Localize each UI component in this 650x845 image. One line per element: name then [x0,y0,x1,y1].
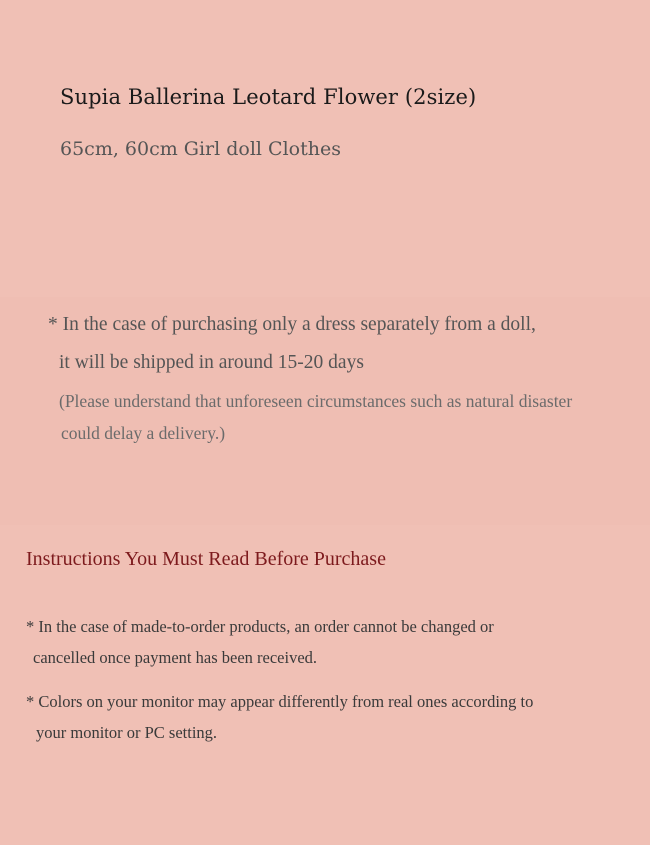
product-subtitle: 65cm, 60cm Girl doll Clothes [60,138,341,160]
instructions-heading: Instructions You Must Read Before Purchase [26,548,386,570]
shipping-notice-line-2: it will be shipped in around 15-20 days [59,352,364,373]
shipping-disclaimer-line-1: (Please understand that unforeseen circumstances such as natural disaster [59,391,573,411]
made-to-order-note-line-1: * In the case of made-to-order products, an order cannot be changed or [26,617,494,636]
made-to-order-note-line-2: cancelled once payment has been received. [33,648,318,667]
shipping-notice-line-1: * In the case of purchasing only a dress separately from a doll, [48,314,536,335]
shipping-disclaimer-line-2: could delay a delivery.) [61,423,226,443]
monitor-color-note-line-1: * Colors on your monitor may appear differently from real ones according to [26,692,534,711]
monitor-color-note-line-2: your monitor or PC setting. [36,723,218,742]
product-title: Supia Ballerina Leotard Flower (2size) [60,85,477,109]
